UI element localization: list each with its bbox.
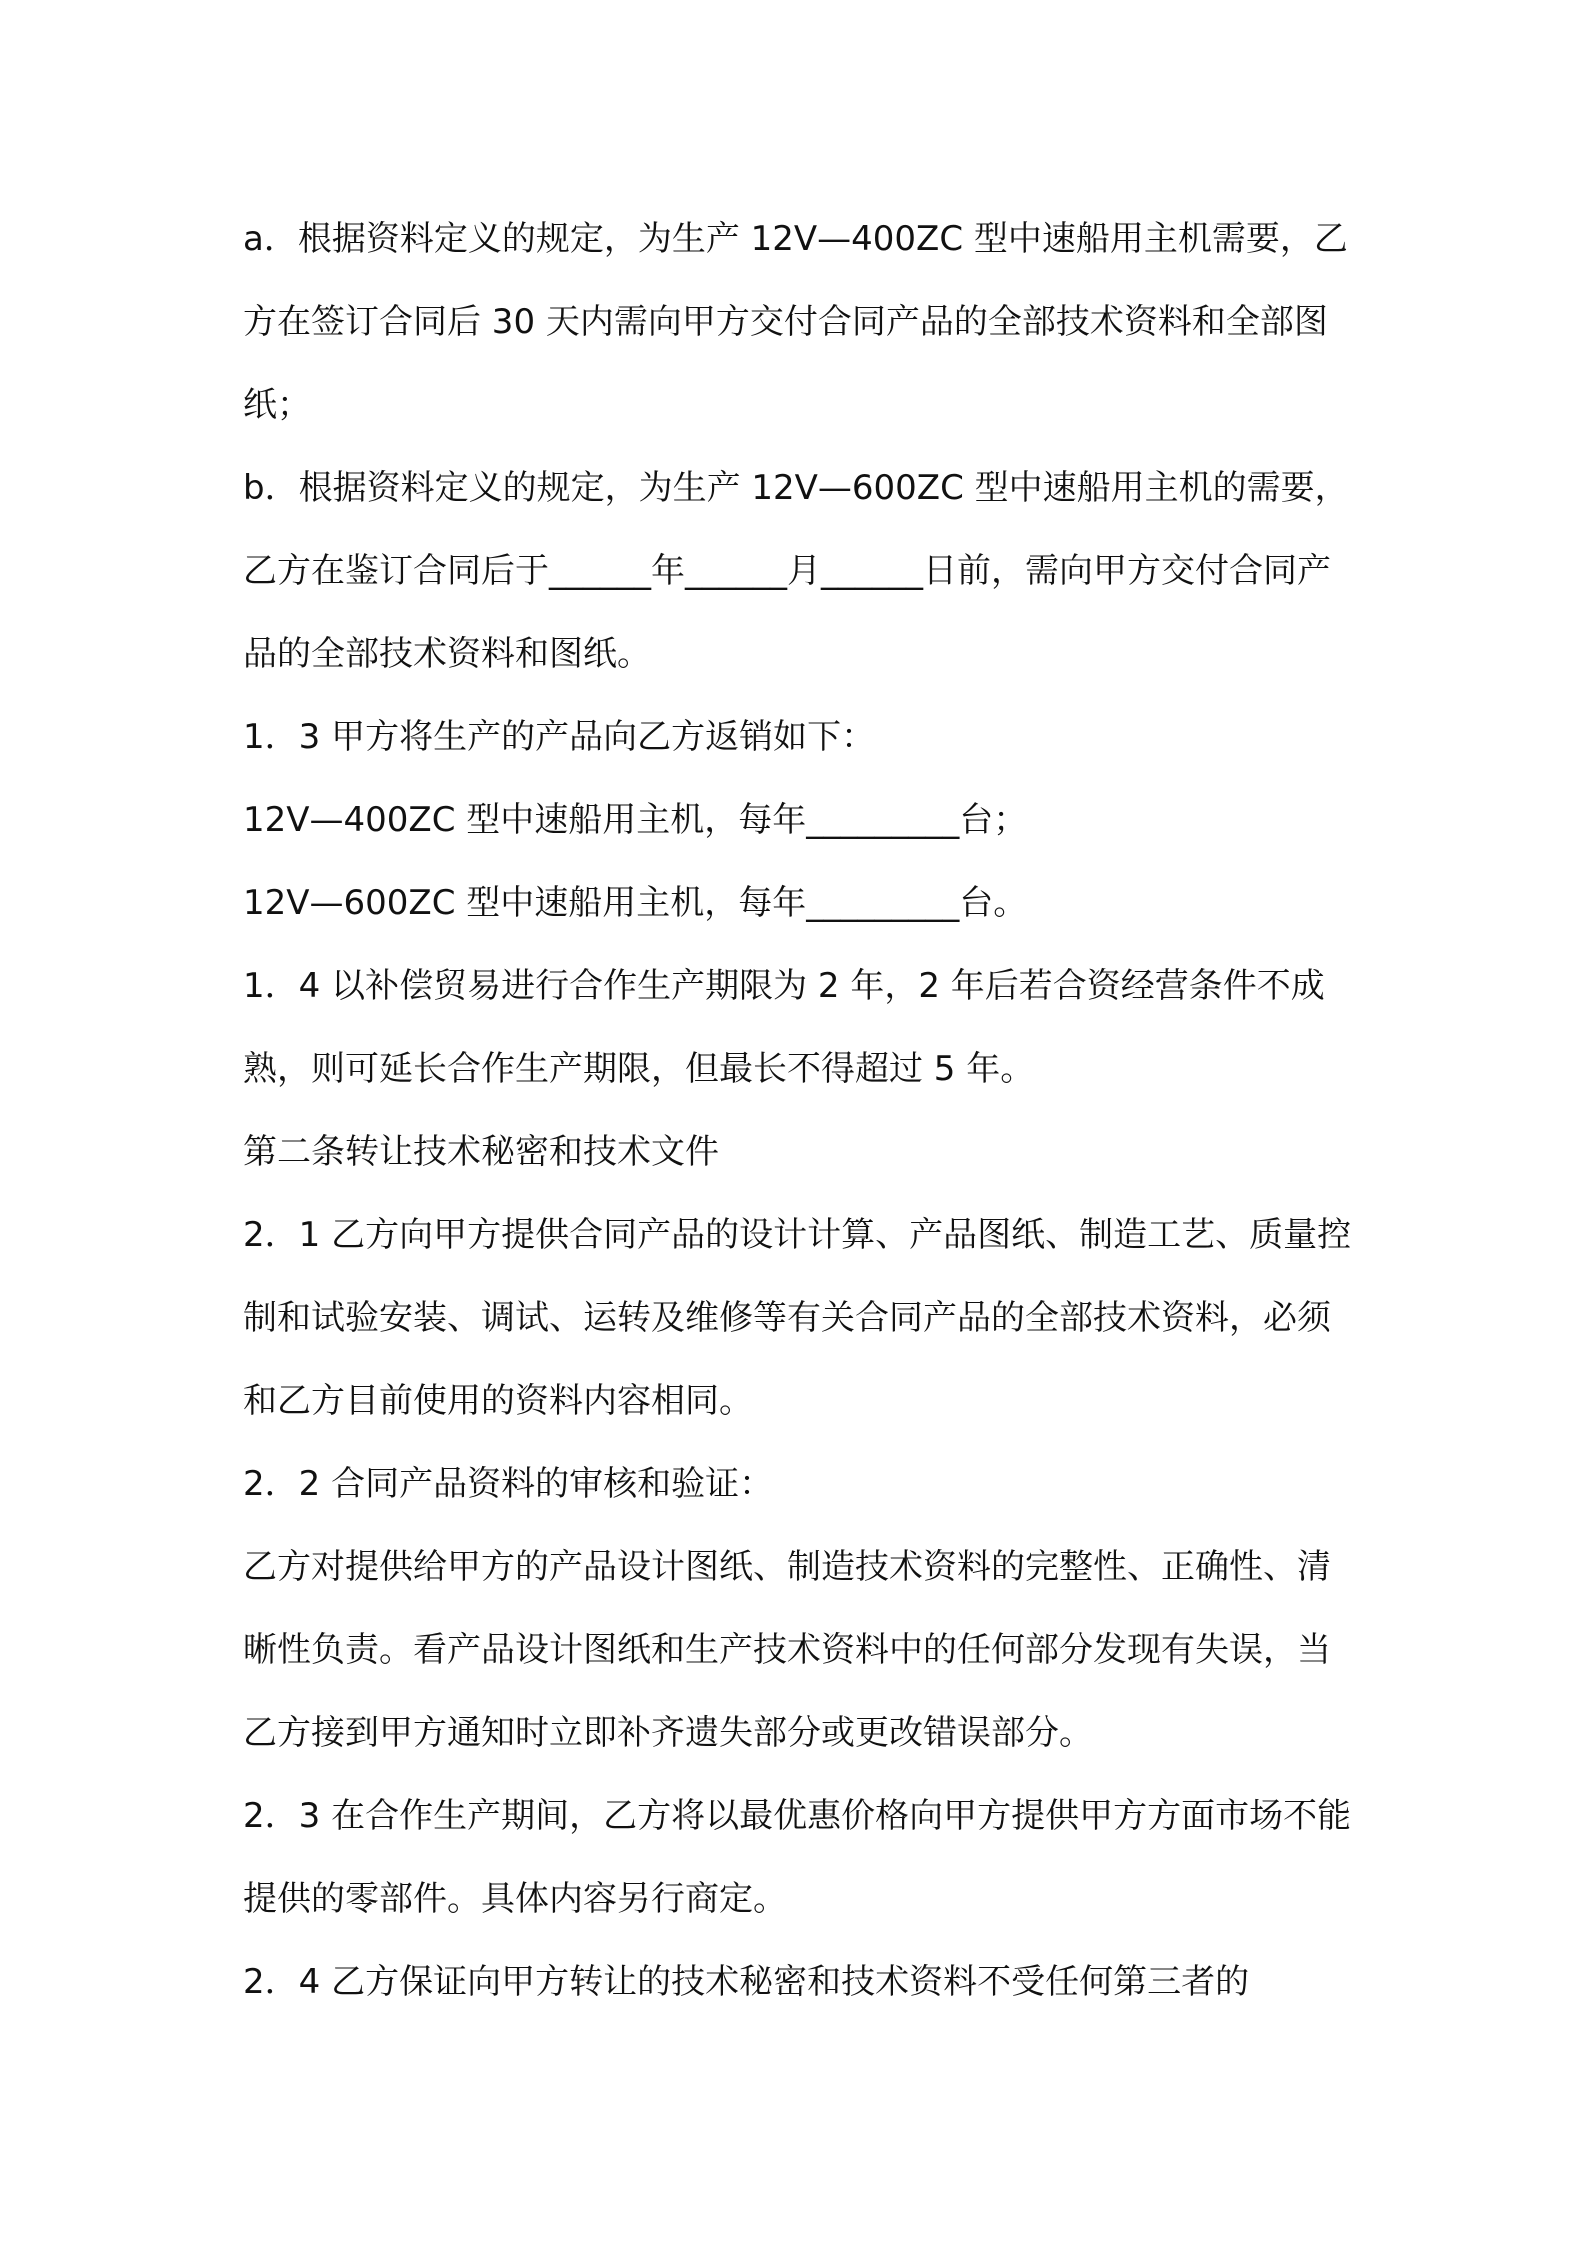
clause-1-3: 1．3 甲方将生产的产品向乙方返销如下： <box>243 717 876 757</box>
article-2-heading: 第二条转让技术秘密和技术文件 <box>243 1132 719 1172</box>
paragraph-a: a．根据资料定义的规定，为生产 12V—400ZC 型中速船用主机需要，乙方在签订合同后 30 天内需向甲方交付合同产品的全部技术资料和全部图纸； <box>243 219 1348 425</box>
paragraph-b: b．根据资料定义的规定，为生产 12V—600ZC 型中速船用主机的需要，乙方在鉴订合同后于______年______月______日前，需向甲方交付合同产品的全部技术资料和图纸。 <box>243 468 1349 674</box>
document-body <box>243 198 1363 2024</box>
product-line-400zc: 12V—400ZC 型中速船用主机，每年_________台； <box>243 800 1028 840</box>
clause-2-1: 2．1 乙方向甲方提供合同产品的设计计算、产品图纸、制造工艺、质量控制和试验安装、调试、运转及维修等有关合同产品的全部技术资料，必须和乙方目前使用的资料内容相同。 <box>243 1215 1352 1421</box>
clause-2-3: 2．3 在合作生产期间，乙方将以最优惠价格向甲方提供甲方方面市场不能提供的零部件。具体内容另行商定。 <box>243 1796 1352 1919</box>
clause-2-4: 2．4 乙方保证向甲方转让的技术秘密和技术资料不受任何第三者的 <box>243 1962 1250 2002</box>
clause-2-2-body: 乙方对提供给甲方的产品设计图纸、制造技术资料的完整性、正确性、清晰性负责。看产品设计图纸和生产技术资料中的任何部分发现有失误，当乙方接到甲方通知时立即补齐遗失部分或更改错误部分。 <box>243 1547 1331 1753</box>
clause-2-2: 2．2 合同产品资料的审核和验证： <box>243 1464 774 1504</box>
product-line-600zc: 12V—600ZC 型中速船用主机，每年_________台。 <box>243 883 1028 923</box>
clause-1-4: 1．4 以补偿贸易进行合作生产期限为 2 年，2 年后若合资经营条件不成熟，则可延长合作生产期限，但最长不得超过 5 年。 <box>243 966 1325 1089</box>
